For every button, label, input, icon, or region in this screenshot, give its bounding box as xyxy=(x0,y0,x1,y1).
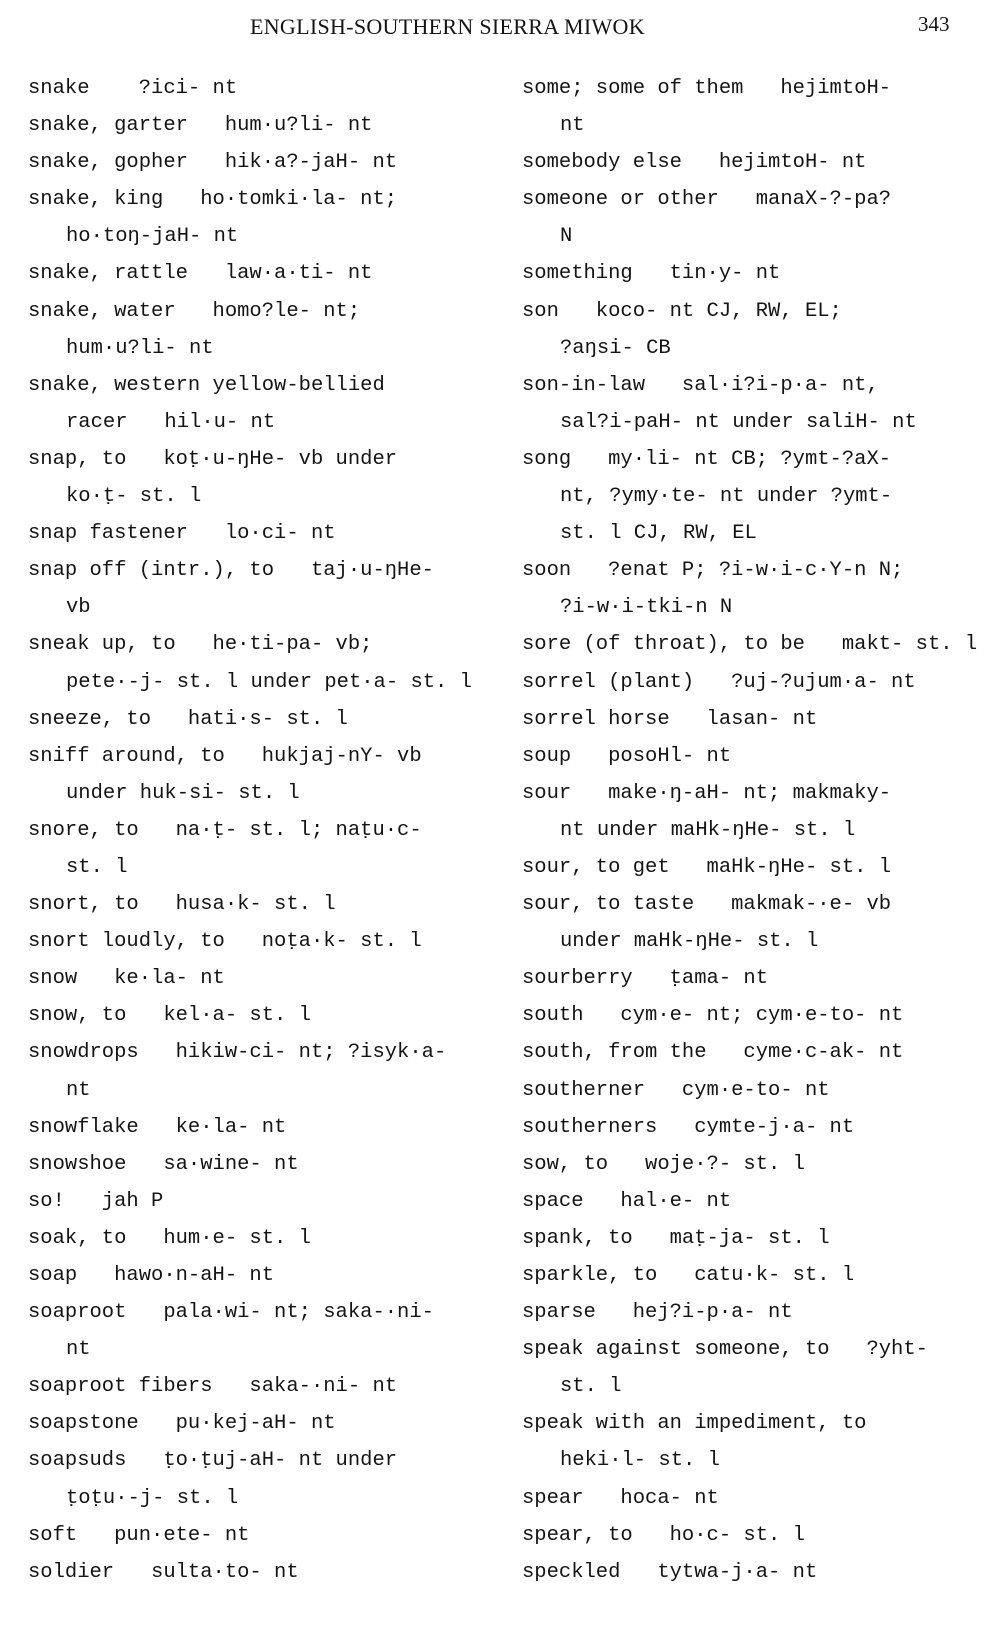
dictionary-entry-line: sorrel horse lasan- nt xyxy=(522,707,818,731)
entry-continuation-line: N xyxy=(560,225,573,249)
right-column xyxy=(522,70,992,1591)
entry-continuation-line: pete·-j- st. l under pet·a- st. l xyxy=(66,670,472,694)
dictionary-entry-line: soaproot pala·wi- nt; saka-·ni- xyxy=(28,1301,434,1325)
page-header xyxy=(0,14,1004,50)
dictionary-entry-line: soapstone pu·kej-aH- nt xyxy=(28,1412,336,1436)
dictionary-entry-line: speckled tytwa-j·a- nt xyxy=(522,1560,818,1584)
dictionary-entry-line: son koco- nt CJ, RW, EL; xyxy=(522,299,842,323)
dictionary-entry-line: snowshoe sa·wine- nt xyxy=(28,1152,299,1176)
dictionary-entry-line: spear, to ho·c- st. l xyxy=(522,1523,805,1547)
entry-continuation-line: sal?i-paH- nt under saliH- nt xyxy=(560,410,917,434)
dictionary-entry-line: song my·li- nt CB; ?ymt-?aX- xyxy=(522,447,892,471)
dictionary-entry-line: someone or other manaX-?-pa? xyxy=(522,188,892,212)
dictionary-entry-line: soup posoHl- nt xyxy=(522,744,732,768)
dictionary-entry-line: so! jah P xyxy=(28,1189,164,1213)
entry-continuation-line: nt xyxy=(560,114,585,138)
entry-continuation-line: heki·l- st. l xyxy=(560,1449,720,1473)
dictionary-entry-line: snow ke·la- nt xyxy=(28,967,225,991)
dictionary-entry-line: sour make·ŋ-aH- nt; makmaky- xyxy=(522,781,892,805)
dictionary-entry-line: sneak up, to he·ti-pa- vb; xyxy=(28,633,373,657)
dictionary-entry-line: sourberry ṭama- nt xyxy=(522,967,769,991)
running-header-title: ENGLISH-SOUTHERN SIERRA MIWOK xyxy=(250,14,645,39)
entry-continuation-line: racer hil·u- nt xyxy=(66,410,276,434)
dictionary-entry-line: snowdrops hikiw-ci- nt; ?isyk·a- xyxy=(28,1041,447,1065)
dictionary-entry-line: snake, garter hum·u?li- nt xyxy=(28,114,373,138)
page-number: 343 xyxy=(918,12,950,36)
dictionary-entry-line: spear hoca- nt xyxy=(522,1486,719,1510)
dictionary-entry-line: some; some of them hejimtoH- xyxy=(522,77,892,100)
dictionary-entry-line: soak, to hum·e- st. l xyxy=(28,1226,311,1250)
dictionary-entry-line: snake, gopher hik·a?-jaH- nt xyxy=(28,151,398,175)
entry-continuation-line: under huk-si- st. l xyxy=(66,781,300,805)
dictionary-entry-line: sore (of throat), to be makt- st. l xyxy=(522,633,978,657)
dictionary-entry-line: soon ?enat P; ?i-w·i-c·Y-n N; xyxy=(522,559,904,583)
dictionary-entry-line: snake, western yellow-bellied xyxy=(28,373,385,397)
dictionary-entry-line: soft pun·ete- nt xyxy=(28,1523,250,1547)
entry-continuation-line: ?i-w·i-tki-n N xyxy=(560,596,733,620)
dictionary-entry-line: southerners cymte-j·a- nt xyxy=(522,1115,855,1139)
dictionary-entry-line: snort loudly, to noṭa·k- st. l xyxy=(28,930,422,954)
dictionary-entry-line: soaproot fibers saka-·ni- nt xyxy=(28,1375,398,1399)
dictionary-entry-line: snake, king ho·tomki·la- nt; xyxy=(28,188,398,212)
entry-continuation-line: vb xyxy=(66,596,91,620)
entry-continuation-line: nt under maHk-ŋHe- st. l xyxy=(560,818,856,842)
dictionary-entry-line: sorrel (plant) ?uj-?ujum·a- nt xyxy=(522,670,916,694)
dictionary-entry-line: sniff around, to hukjaj-nY- vb xyxy=(28,744,422,768)
dictionary-entry-line: snap, to koṭ·u-ŋHe- vb under xyxy=(28,447,398,471)
dictionary-entry-line: snake, water homo?le- nt; xyxy=(28,299,361,323)
dictionary-entry-line: snowflake ke·la- nt xyxy=(28,1115,287,1139)
dictionary-entry-line: sparse hej?i-p·a- nt xyxy=(522,1301,793,1325)
entry-continuation-line: nt, ?ymy·te- nt under ?ymt- xyxy=(560,485,893,509)
entry-continuation-line: nt xyxy=(66,1338,91,1362)
dictionary-entry-line: snap fastener lo·ci- nt xyxy=(28,522,336,546)
dictionary-entry-line: son-in-law sal·i?i-p·a- nt, xyxy=(522,373,879,397)
dictionary-entry-line: south cym·e- nt; cym·e-to- nt xyxy=(522,1004,904,1028)
dictionary-entry-line: snap off (intr.), to taj·u-ŋHe- xyxy=(28,559,434,583)
dictionary-entry-line: south, from the cyme·c-ak- nt xyxy=(522,1041,904,1065)
dictionary-entry-line: sour, to get maHk-ŋHe- st. l xyxy=(522,855,892,879)
dictionary-entry-line: speak against someone, to ?yht- xyxy=(522,1338,928,1362)
entry-continuation-line: ho·toŋ-jaH- nt xyxy=(66,225,239,249)
dictionary-entry-line: spank, to maṭ-ja- st. l xyxy=(522,1226,830,1250)
dictionary-entry-line: somebody else hejimtoH- nt xyxy=(522,151,867,175)
entry-continuation-line: hum·u?li- nt xyxy=(66,336,214,360)
dictionary-entry-line: snake, rattle law·a·ti- nt xyxy=(28,262,373,286)
dictionary-entry-line: something tin·y- nt xyxy=(522,262,781,286)
entry-continuation-line: nt xyxy=(66,1078,91,1102)
dictionary-entry-line: snow, to kel·a- st. l xyxy=(28,1004,311,1028)
dictionary-entry-line: space hal·e- nt xyxy=(522,1189,732,1213)
entry-continuation-line: ṭoṭu·-j- st. l xyxy=(66,1486,239,1510)
dictionary-entry-line: sneeze, to hati·s- st. l xyxy=(28,707,348,731)
dictionary-entry-line: soldier sulta·to- nt xyxy=(28,1560,299,1584)
dictionary-entry-line: soap hawo·n-aH- nt xyxy=(28,1264,275,1287)
entry-continuation-line: under maHk-ŋHe- st. l xyxy=(560,930,819,954)
dictionary-entry-line: snore, to na·ṭ- st. l; naṭu·c- xyxy=(28,818,422,842)
dictionary-entry-line: speak with an impediment, to xyxy=(522,1412,867,1436)
dictionary-entry-line: sow, to woje·?- st. l xyxy=(522,1152,805,1176)
dictionary-entry-line: snort, to husa·k- st. l xyxy=(28,893,336,917)
entry-continuation-line: ?aŋsi- CB xyxy=(560,336,671,360)
entry-continuation-line: ko·ṭ- st. l xyxy=(66,485,202,509)
entry-continuation-line: st. l CJ, RW, EL xyxy=(560,522,757,546)
dictionary-entry-line: sour, to taste makmak-·e- vb xyxy=(522,893,892,917)
entry-continuation-line: st. l xyxy=(560,1375,622,1399)
dictionary-entry-line: southerner cym·e-to- nt xyxy=(522,1078,830,1102)
entry-continuation-line: st. l xyxy=(66,855,128,879)
left-column xyxy=(28,70,483,1591)
dictionary-entry-line: sparkle, to catu·k- st. l xyxy=(522,1264,855,1287)
dictionary-entry-line: snake ?ici- nt xyxy=(28,77,238,100)
dictionary-entry-line: soapsuds ṭo·ṭuj-aH- nt under xyxy=(28,1449,398,1473)
